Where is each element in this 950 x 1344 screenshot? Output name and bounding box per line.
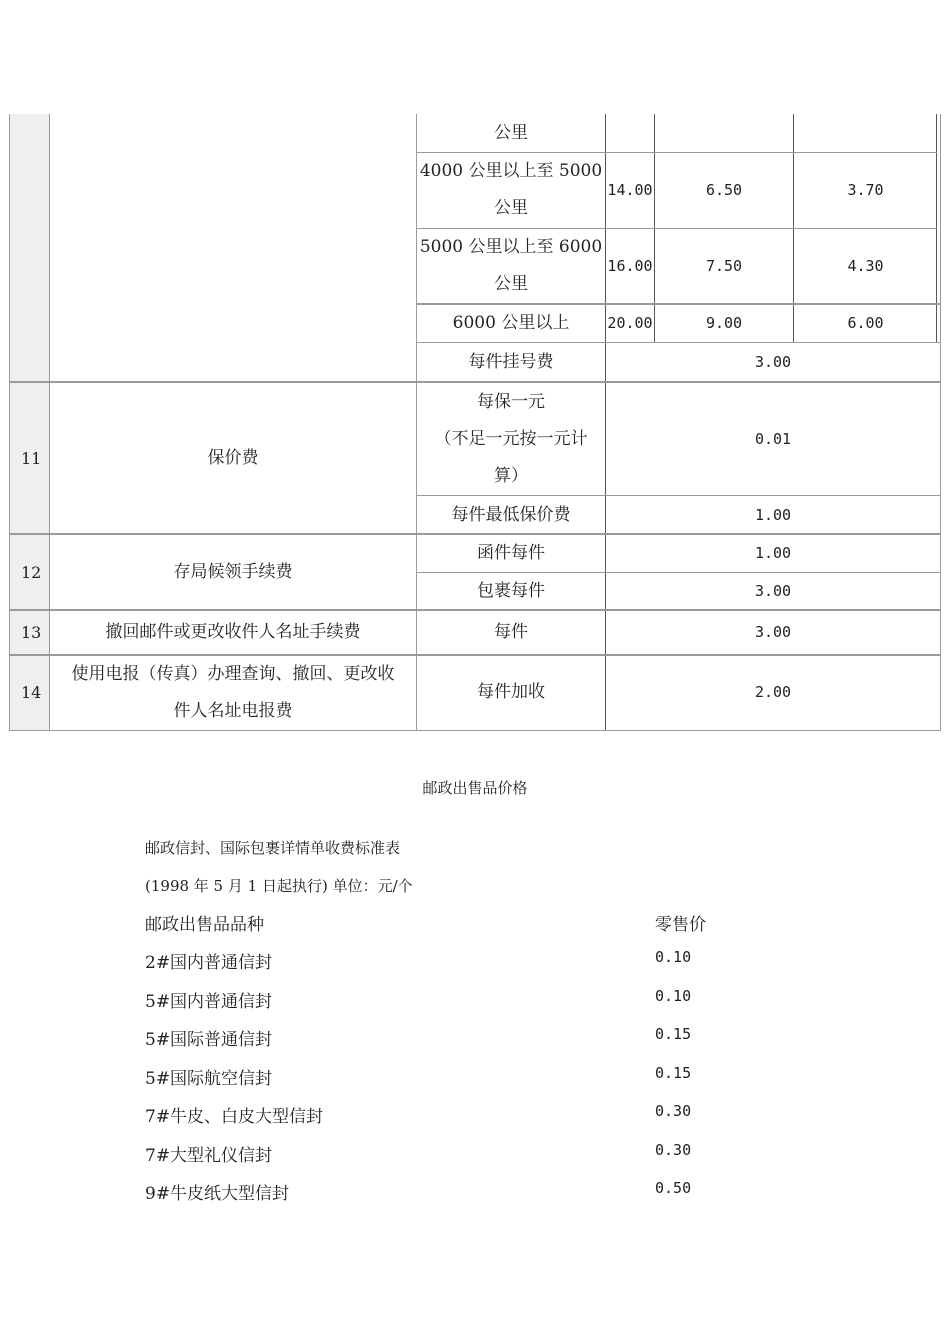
item-name: 5#国内普通信封 [145,992,273,1012]
item-unit: 每件 [494,622,528,642]
rate-cell: 6.00 [847,313,884,332]
row-number-12: 12 [9,534,49,610]
registration-fee-label: 每件挂号费 [468,351,554,372]
item-sub-value: 3.00 [754,581,792,600]
number-column-continuation [9,114,49,382]
rate-cell: 9.00 [705,313,743,332]
table-border [417,572,941,573]
item-name: 5#国际航空信封 [145,1069,273,1089]
rate-cell: 14.00 [607,180,653,199]
rate-cell: 16.00 [607,256,653,275]
item-price: 0.50 [655,1179,692,1197]
list-item [145,1141,845,1171]
list-item [145,948,845,978]
table-border [605,114,606,730]
item-price: 0.15 [655,1064,692,1082]
item-name: 存局候领手续费 [173,561,293,582]
item-unit: 每件加收 [477,682,545,702]
table-border [940,114,941,730]
table-border [417,152,937,153]
item-sub-label: 函件每件 [477,542,545,563]
row-number-14: 14 [9,655,49,730]
header-name: 邮政出售品品种 [145,915,264,935]
item-sub-value: 1.00 [754,505,792,524]
table-border [9,654,941,656]
item-price: 0.30 [655,1141,692,1159]
item-name: 7#大型礼仪信封 [145,1146,273,1166]
table-border [417,303,940,305]
price-list-header [145,910,845,940]
sub-title: 邮政信封、国际包裹详情单收费标准表 [145,839,401,857]
table-border [417,495,941,496]
distance-cell: 5000 公里以上至 6000 公里 [419,237,603,294]
item-name: 5#国际普通信封 [145,1030,273,1050]
item-name: 保价费 [207,447,259,468]
header-price: 零售价 [655,915,706,935]
list-item [145,987,845,1017]
item-value: 2.00 [754,683,792,701]
rate-cell: 3.70 [847,180,884,199]
rate-cell: 4.30 [847,256,884,275]
distance-cell: 4000 公里以上至 5000 公里 [419,161,603,218]
table-border [9,114,10,730]
list-item [145,1025,845,1055]
table-border [417,228,937,229]
list-item [145,1179,845,1209]
row-number-13: 13 [9,610,49,655]
item-sub-label: 每保一元 （不足一元按一元计 算） [434,391,588,486]
item-price: 0.10 [655,948,692,966]
rate-cell: 7.50 [705,256,743,275]
item-sub-value: 0.01 [754,429,792,448]
item-price: 0.15 [655,1025,692,1043]
item-value: 3.00 [754,623,792,641]
distance-cell: 公里 [494,122,528,143]
distance-cell: 6000 公里以上 [452,312,570,333]
item-price: 0.30 [655,1102,692,1120]
item-name: 使用电报（传真）办理查询、撤回、更改收 件人名址电报费 [71,663,395,721]
table-border [9,730,941,731]
rate-cell: 6.50 [705,180,743,199]
table-border [9,381,941,383]
table-border [9,533,941,535]
section-title: 邮政出售品价格 [422,779,528,797]
item-name: 撤回邮件或更改收件人名址手续费 [105,622,361,642]
table-border [417,342,940,343]
rate-cell: 20.00 [607,313,653,332]
registration-fee-value: 3.00 [754,352,792,371]
effective-note: (1998 年 5 月 1 日起执行) 单位：元/个 [145,877,413,895]
row-number-11: 11 [9,382,49,534]
table-border [9,609,941,611]
item-sub-label: 包裹每件 [477,580,545,601]
list-item [145,1102,845,1132]
item-name: 7#牛皮、白皮大型信封 [145,1107,324,1127]
table-border [49,114,50,730]
item-sub-value: 1.00 [754,543,792,562]
item-name: 9#牛皮纸大型信封 [145,1184,290,1204]
item-price: 0.10 [655,987,692,1005]
item-name: 2#国内普通信封 [145,953,273,973]
item-sub-label: 每件最低保价费 [451,504,571,525]
table-border [416,114,417,730]
list-item [145,1064,845,1094]
